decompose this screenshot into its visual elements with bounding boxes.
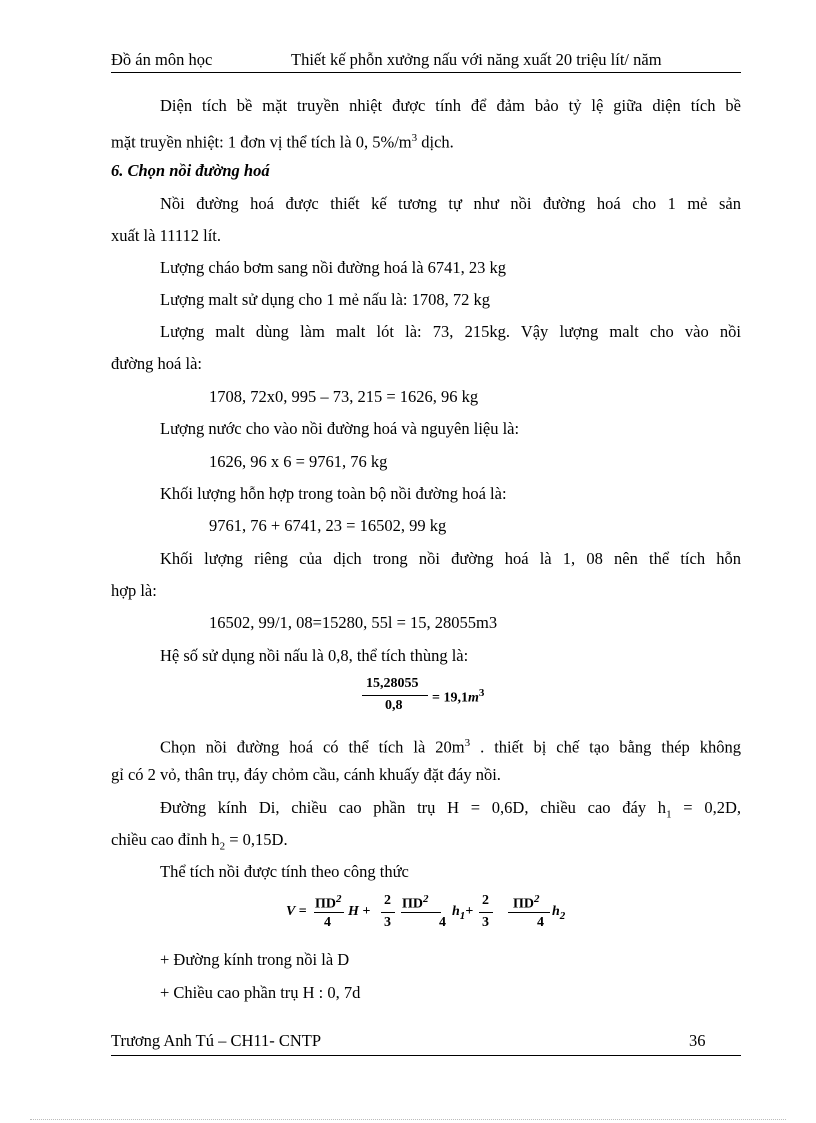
paragraph-line: Diện tích bề mặt truyền nhiệt được tính để đảm bảo tỷ lệ giữa diện tích bề — [160, 96, 741, 115]
paragraph-line: Chọn nồi đường hoá có thể tích là $20m^3$ . thiết bị chế tạo bằng thép không — [160, 737, 741, 757]
header-title: Thiết kế phỗn xưởng nấu với năng xuất 20 triệu lít/ năm — [291, 50, 662, 69]
formula-term: $h_1+$ — [452, 904, 474, 922]
paragraph-line: hợp là: — [111, 581, 157, 600]
formula-denominator: 4 — [537, 915, 544, 930]
paragraph-line: Lượng cháo bơm sang nồi đường hoá là 6741, 23 kg — [160, 258, 507, 277]
formula-denominator: 3 — [482, 915, 489, 930]
volume-fraction-formula — [360, 676, 510, 720]
calculation-line: 1626, 96 x 6 = 9761, 76 kg — [209, 452, 388, 471]
page-header — [111, 50, 741, 73]
paragraph-line: Thể tích nồi được tính theo công thức — [160, 862, 409, 881]
formula-denominator: 4 — [324, 915, 331, 930]
paragraph-line: gỉ có 2 vỏ, thân trụ, đáy chỏm cầu, cánh khuấy đặt đáy nồi. — [111, 765, 501, 784]
formula-lhs: V = — [286, 904, 307, 919]
formula-numerator: 2 — [384, 893, 391, 908]
calculation-line: 9761, 76 + 6741, 23 = 16502, 99 kg — [209, 516, 447, 535]
fraction-bar — [381, 912, 395, 913]
page-number: 36 — [689, 1031, 706, 1050]
calculation-line: 16502, 99/1, 08=15280, 55l = 15, 28055m3 — [209, 613, 498, 632]
paragraph-line: Lượng malt dùng làm malt lót là: 73, 215kg. Vậy lượng malt cho vào nồi — [160, 322, 741, 341]
formula-numerator: 2 — [482, 893, 489, 908]
paragraph-line: Lượng malt sử dụng cho 1 mẻ nấu là: 1708, 72 kg — [160, 290, 490, 309]
formula-term: $\Pi D^2$ — [315, 893, 342, 912]
paragraph-line: Khối lượng hỗn hợp trong toàn bộ nồi đường hoá là: — [160, 484, 507, 503]
formula-result: = $19,1m^3$ — [432, 687, 485, 706]
list-item: + Chiều cao phần trụ H : 0, 7d — [160, 983, 361, 1002]
page-footer — [111, 1031, 741, 1056]
formula-term: $h_2$ — [552, 904, 566, 922]
calculation-line: 1708, 72x0, 995 – 73, 215 = 1626, 96 kg — [209, 387, 479, 406]
formula-denominator: 0,8 — [385, 698, 403, 713]
footer-author: Trương Anh Tú – CH11- CNTP — [111, 1031, 322, 1050]
page-edge-divider — [30, 1119, 786, 1120]
paragraph-line: xuất là 11112 lít. — [111, 226, 221, 245]
paragraph-line: Hệ số sử dụng nồi nấu là 0,8, thể tích thùng là: — [160, 646, 469, 665]
fraction-bar — [508, 912, 550, 913]
formula-term: $\Pi D^2$ — [402, 893, 429, 912]
fraction-bar — [314, 912, 344, 913]
formula-denominator: 4 — [439, 915, 446, 930]
paragraph-line: Lượng nước cho vào nồi đường hoá và nguyên liệu là: — [160, 419, 520, 438]
list-item: + Đường kính trong nồi là D — [160, 950, 350, 969]
paragraph-line: Nồi đường hoá được thiết kế tương tự như nồi đường hoá cho 1 mẻ sản — [160, 194, 741, 213]
paragraph-line: Khối lượng riêng của dịch trong nồi đường hoá là 1, 08 nên thể tích hỗn — [160, 549, 741, 568]
paragraph-line: mặt truyền nhiệt: 1 đơn vị thể tích là 0, $5\%/m^3$ dịch. — [111, 132, 454, 152]
section-heading: 6. Chọn nồi đường hoá — [111, 161, 270, 180]
formula-numerator: 15,28055 — [366, 676, 419, 691]
fraction-bar — [401, 912, 441, 913]
formula-term: H + — [348, 904, 371, 919]
paragraph-line: chiều cao đỉnh $h_2 = 0,15D$. — [111, 830, 288, 853]
fraction-bar — [479, 912, 493, 913]
formula-denominator: 3 — [384, 915, 391, 930]
paragraph-line: đường hoá là: — [111, 354, 202, 373]
volume-formula — [286, 893, 586, 935]
header-course: Đồ án môn học — [111, 50, 213, 69]
paragraph-line: Đường kính Di, chiều cao phần trụ H = 0,6D, chiều cao đáy $h_1 = 0,2D$, — [160, 798, 741, 821]
fraction-bar — [362, 695, 428, 696]
formula-term: $\Pi D^2$ — [513, 893, 540, 912]
